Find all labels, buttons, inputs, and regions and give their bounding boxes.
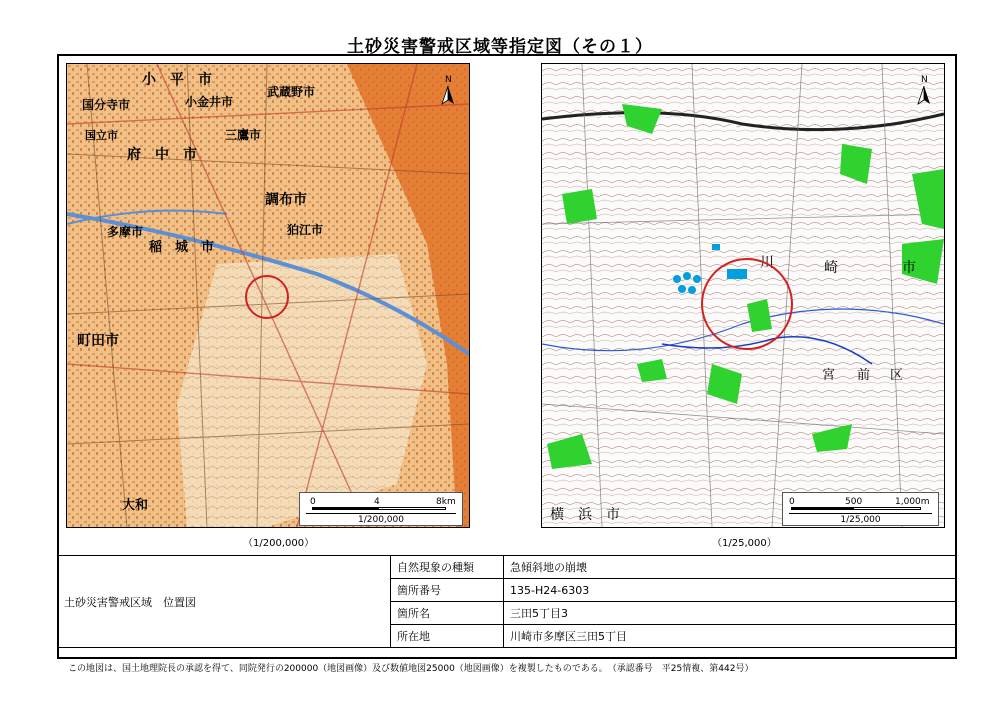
overview-map[interactable] (66, 63, 470, 528)
scalebar-tick-1: 4 (374, 497, 380, 507)
label-koganei: 小金井市 (185, 95, 234, 109)
scalebar-tick-2: 8km (436, 497, 456, 507)
info-key: 所在地 (391, 625, 504, 648)
label-komae: 狛江市 (287, 223, 324, 237)
site-info-table (57, 555, 957, 648)
info-key: 箇所名 (391, 602, 504, 625)
info-value: 急傾斜地の崩壊 (504, 556, 957, 579)
label-kodaira: 小 平 市 (142, 72, 212, 88)
info-key: 箇所番号 (391, 579, 504, 602)
detail-map[interactable] (541, 63, 945, 528)
detail-map-canvas (542, 64, 944, 527)
svg-text:N: N (921, 75, 928, 85)
info-value: 三田5丁目3 (504, 602, 957, 625)
scalebar-tick-0: 0 (789, 497, 795, 507)
label-shi: 市 (902, 260, 916, 276)
label-mae: 前 (857, 368, 871, 383)
copyright-footnote: この地図は、国土地理院長の承認を得て、同院発行の200000（地図画像）及び数値地図25000（地図画像）を複製したものである。 （承認番号 平25情複、第442号） (68, 664, 754, 674)
label-kokubunji: 国分寺市 (82, 98, 131, 112)
label-kunitachi: 国立市 (85, 129, 118, 142)
info-key: 自然現象の種類 (391, 556, 504, 579)
label-saki: 崎 (824, 260, 838, 276)
overview-scale-caption: （1/200,000） (243, 538, 315, 549)
label-chofu: 調布市 (265, 192, 307, 208)
label-fuchu: 府 中 市 (127, 147, 197, 163)
detail-scale-caption: （1/25,000） (712, 538, 777, 549)
label-musashino: 武蔵野市 (267, 85, 316, 99)
label-inagi: 稲 城 市 (149, 240, 215, 255)
scalebar-ratio: 1/200,000 (358, 515, 404, 525)
detail-scalebar (782, 492, 939, 526)
overview-map-canvas (67, 64, 469, 527)
svg-text:N: N (445, 75, 452, 85)
label-miya: 宮 (822, 368, 836, 383)
overview-scalebar (299, 492, 463, 526)
scalebar-tick-1: 500 (845, 497, 863, 507)
info-value: 川崎市多摩区三田5丁目 (504, 625, 957, 648)
label-machida: 町田市 (77, 333, 119, 349)
label-mitaka: 三鷹市 (225, 128, 262, 142)
page-title: 土砂災害警戒区域等指定図（その１） (347, 37, 653, 57)
label-yamato: 大和 (122, 498, 149, 513)
label-tama: 多摩市 (107, 225, 144, 239)
info-left-label: 土砂災害警戒区域 位置図 (58, 556, 391, 648)
scalebar-ratio: 1/25,000 (840, 515, 881, 525)
label-kawa: 川 (760, 255, 774, 271)
label-yokohama: 横 浜 市 (550, 507, 620, 523)
info-value: 135-H24-6303 (504, 579, 957, 602)
scalebar-tick-2: 1,000m (895, 497, 930, 507)
label-ku: 区 (890, 368, 904, 383)
scalebar-tick-0: 0 (310, 497, 316, 507)
